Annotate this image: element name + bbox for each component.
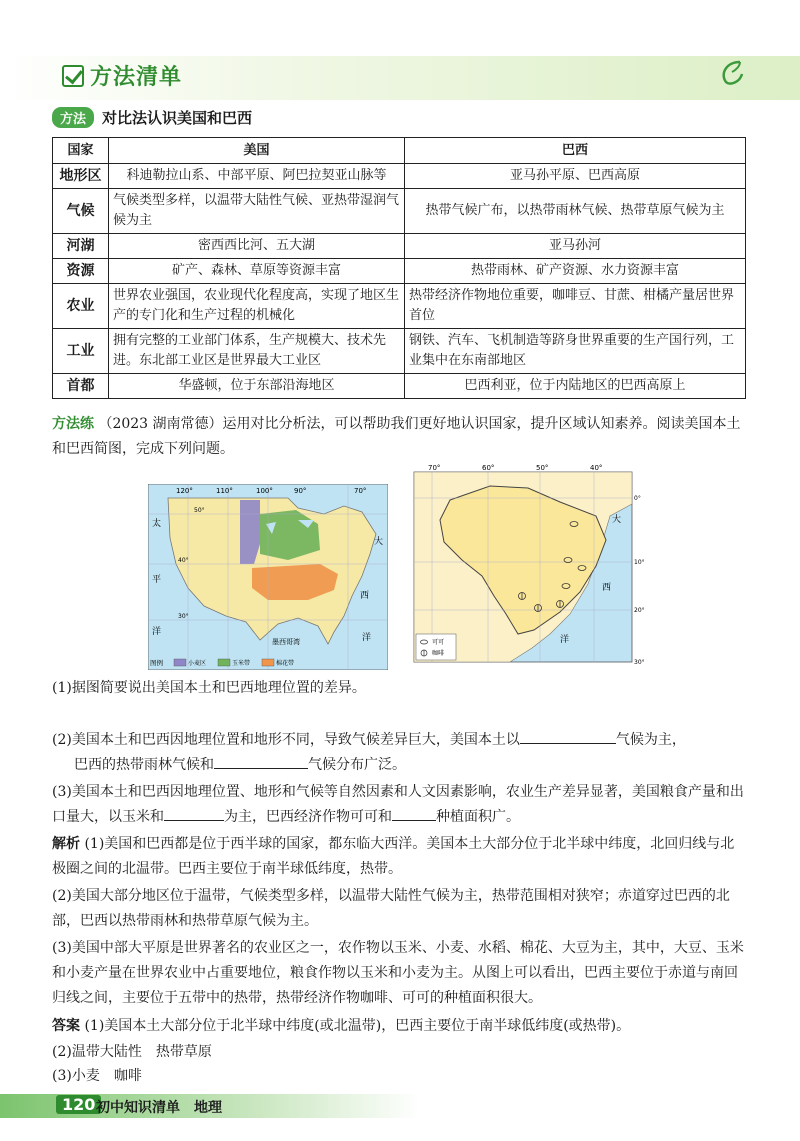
br-cell: 热带经济作物地位重要，咖啡豆、甘蔗、柑橘产量居世界首位 bbox=[405, 284, 746, 329]
ocean-label: 平 bbox=[152, 575, 162, 585]
lat-label: 0° bbox=[634, 495, 641, 502]
row-label: 农业 bbox=[53, 284, 109, 329]
ocean-label: 大 bbox=[612, 515, 622, 525]
ocean-label: 洋 bbox=[560, 635, 570, 645]
answer-a2: (2)温带大陆性 热带草原 bbox=[52, 1044, 212, 1060]
table-row bbox=[53, 374, 746, 399]
answer-blank[interactable] bbox=[214, 755, 308, 769]
ocean-label: 太 bbox=[152, 519, 162, 529]
legend-swatch-corn bbox=[218, 659, 230, 666]
ocean-label: 洋 bbox=[362, 633, 372, 643]
row-label: 河湖 bbox=[53, 234, 109, 259]
answer-a1: 答案 (1)美国本土大部分位于北半球中纬度(或北温带)，巴西主要位于南半球低纬度(或热带)。 bbox=[52, 1018, 631, 1034]
legend-label: 可可 bbox=[432, 639, 445, 646]
lon-label: 90° bbox=[294, 487, 307, 495]
br-cell: 巴西利亚，位于内陆地区的巴西高原上 bbox=[405, 374, 746, 399]
lat-label: 50° bbox=[194, 507, 205, 514]
comparison-table bbox=[52, 137, 746, 399]
lon-label: 70° bbox=[354, 487, 367, 495]
section-title: 方法清单 bbox=[90, 65, 183, 90]
lat-label: 20° bbox=[634, 607, 645, 614]
row-label: 气候 bbox=[53, 189, 109, 234]
analysis-p3: (3)美国中部大平原是世界著名的农业区之一，农作物以玉米、小麦、水稻、棉花、大豆为主，其中，大豆、玉米和小麦产量在世界农业中占重要地位，粮食作物以玉米和小麦为主。从图上可以看出，巴西主要位于赤道与南回归线之间，主要位于五带中的热带，热带经济作物咖啡、可可的种植面积很大。 bbox=[52, 940, 744, 1006]
answer-a3: (3)小麦 咖啡 bbox=[52, 1068, 142, 1084]
legend-swatch-wheat bbox=[174, 659, 186, 666]
question-2: (2)美国本土和巴西因地理位置和地形不同，导致气候差异巨大，美国本土以 气候为主， 巴西的热带雨林气候和 气候分布广泛。 bbox=[52, 732, 686, 773]
table-header-row bbox=[53, 138, 746, 164]
lon-label: 100° bbox=[256, 487, 273, 495]
legend-label: 小麦区 bbox=[188, 660, 207, 667]
br-cell: 钢铁、汽车、飞机制造等跻身世界重要的生产国行列，工业集中在东南部地区 bbox=[405, 329, 746, 374]
answer-label: 答案 bbox=[52, 1018, 80, 1034]
header-cell: 巴西 bbox=[405, 138, 746, 164]
leaf-icon bbox=[716, 58, 748, 88]
lon-label: 50° bbox=[536, 464, 549, 472]
method-heading bbox=[52, 107, 252, 128]
table-row bbox=[53, 189, 746, 234]
analysis-p2: (2)美国大部分地区位于温带，气候类型多样，以温带大陆性气候为主，热带范围相对狭窄；赤道穿过巴西的北部，巴西以热带雨林和热带草原气候为主。 bbox=[52, 888, 730, 929]
legend-label: 玉米带 bbox=[232, 660, 251, 667]
answer-blank[interactable] bbox=[164, 807, 224, 821]
method-title: 对比法认识美国和巴西 bbox=[102, 109, 253, 127]
header-cell: 国家 bbox=[53, 138, 109, 164]
ocean-label: 洋 bbox=[152, 627, 162, 637]
analysis-label: 解析 bbox=[52, 836, 80, 852]
us-cell: 密西西比河、五大湖 bbox=[109, 234, 405, 259]
answer-blank[interactable] bbox=[520, 730, 616, 744]
br-cell: 热带雨林、矿产资源、水力资源丰富 bbox=[405, 259, 746, 284]
us-cell: 华盛顿，位于东部沿海地区 bbox=[109, 374, 405, 399]
br-cell: 热带气候广布，以热带雨林气候、热带草原气候为主 bbox=[405, 189, 746, 234]
table-row bbox=[53, 284, 746, 329]
us-cell: 矿产、森林、草原等资源丰富 bbox=[109, 259, 405, 284]
lon-label: 40° bbox=[590, 464, 603, 472]
answer-blank[interactable] bbox=[392, 807, 436, 821]
us-cell: 科迪勒拉山系、中部平原、阿巴拉契亚山脉等 bbox=[109, 164, 405, 189]
lon-label: 70° bbox=[428, 464, 441, 472]
lon-label: 110° bbox=[216, 487, 233, 495]
brazil-map bbox=[410, 464, 646, 672]
question-3: (3)美国本土和巴西因地理位置、地形和气候等自然因素和人文因素影响，农业生产差异显著，美国粮食产量和出口量大，以玉米和 为主，巴西经济作物可可和 种植面积广。 bbox=[52, 784, 744, 825]
analysis-p1: 解析 (1)美国和巴西都是位于西半球的国家，都东临大西洋。美国本土大部分位于北半球中纬度，北回归线与北极圈之间的北温带。巴西主要位于南半球低纬度，热带。 bbox=[52, 836, 735, 877]
page-number: 120 bbox=[56, 1095, 101, 1114]
us-cell: 拥有完整的工业部门体系，生产规模大、技术先进。东北部工业区是世界最大工业区 bbox=[109, 329, 405, 374]
header-cell: 美国 bbox=[109, 138, 405, 164]
us-cell: 世界农业强国，农业现代化程度高，实现了地区生产的专门化和生产过程的机械化 bbox=[109, 284, 405, 329]
lat-label: 40° bbox=[178, 557, 189, 564]
legend-swatch-cotton bbox=[262, 659, 274, 666]
table-row bbox=[53, 234, 746, 259]
br-cell: 亚马孙平原、巴西高原 bbox=[405, 164, 746, 189]
row-label: 工业 bbox=[53, 329, 109, 374]
checkbox-icon bbox=[62, 65, 84, 87]
method-tag: 方法 bbox=[52, 107, 94, 128]
lat-label: 10° bbox=[634, 559, 645, 566]
table-row bbox=[53, 259, 746, 284]
row-label: 首都 bbox=[53, 374, 109, 399]
ocean-label: 西 bbox=[602, 583, 612, 593]
legend-title: 图例 bbox=[150, 659, 163, 667]
lon-label: 60° bbox=[482, 464, 495, 472]
lat-label: 30° bbox=[634, 659, 645, 666]
lon-label: 120° bbox=[176, 487, 193, 495]
section-header bbox=[62, 60, 182, 91]
us-map bbox=[148, 484, 388, 670]
book-title: 初中知识清单 地理 bbox=[96, 1100, 222, 1116]
legend-label: 咖啡 bbox=[432, 650, 445, 657]
question-1: (1)据图简要说出美国本土和巴西地理位置的差异。 bbox=[52, 680, 366, 696]
exercise-label: 方法练 bbox=[52, 416, 94, 432]
row-label: 资源 bbox=[53, 259, 109, 284]
lat-label: 30° bbox=[178, 613, 189, 620]
us-cell: 气候类型多样，以温带大陆性气候、亚热带湿润气候为主 bbox=[109, 189, 405, 234]
table-row bbox=[53, 164, 746, 189]
table-row bbox=[53, 329, 746, 374]
ocean-label: 大 bbox=[374, 537, 384, 547]
exercise-intro bbox=[52, 412, 748, 462]
legend-label: 棉花带 bbox=[276, 660, 295, 667]
exercise-text: （2023 湖南常德）运用对比分析法，可以帮助我们更好地认识国家，提升区域认知素养。阅读美国本土和巴西简图，完成下列问题。 bbox=[52, 416, 741, 457]
br-cell: 亚马孙河 bbox=[405, 234, 746, 259]
row-label: 地形区 bbox=[53, 164, 109, 189]
gulf-label: 墨西哥湾 bbox=[272, 638, 300, 646]
ocean-label: 西 bbox=[360, 591, 370, 601]
